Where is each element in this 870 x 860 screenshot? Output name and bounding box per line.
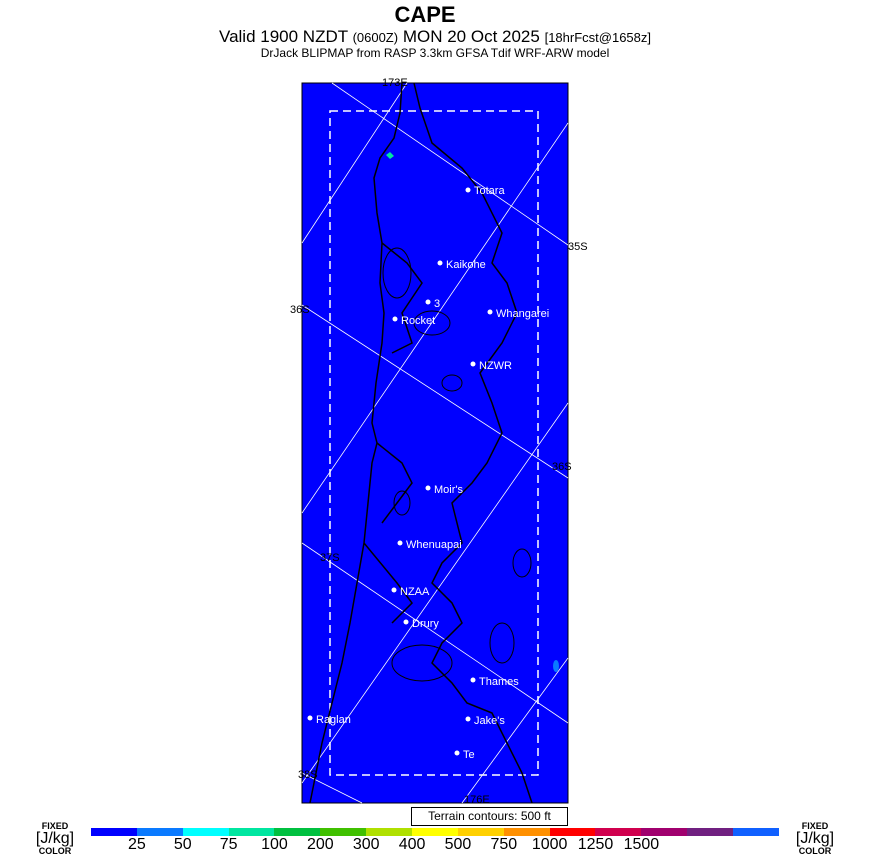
legend-unit-left-unit: [J/kg] (35, 830, 75, 847)
place-dot-rocket (393, 317, 398, 322)
place-label-3: 3 (434, 298, 441, 310)
place-label-nzaa: NZAA (400, 586, 430, 598)
legend-swatch (137, 828, 183, 836)
legend-swatch (504, 828, 550, 836)
legend-tick-label: 1000 (531, 836, 568, 853)
map-background (302, 83, 568, 803)
place-label-drury: Drury (412, 618, 439, 630)
grid-label-35s: 35S (568, 241, 588, 253)
legend-tick-label: 500 (444, 836, 472, 853)
legend-unit-right-top: FIXED (801, 821, 829, 831)
place-dot-whangarei (488, 310, 493, 315)
valid-time (0, 27, 870, 47)
chart-title: CAPE (394, 2, 456, 27)
legend-unit-right-unit: [J/kg] (795, 830, 835, 847)
legend-swatch (550, 828, 596, 836)
place-label-whangarei: Whangarei (496, 308, 550, 320)
place-label-rocket: Rocket (401, 315, 436, 327)
place-dot-moirs (426, 486, 431, 491)
legend-unit-right-bottom: COLOR (798, 846, 832, 856)
legend-tick-label: 200 (306, 836, 334, 853)
place-dot-nzwr (471, 362, 476, 367)
place-label-nzwr: NZWR (479, 360, 512, 372)
legend-unit-left (30, 822, 80, 856)
legend-tick-label: 50 (173, 836, 192, 853)
legend-swatch (458, 828, 504, 836)
legend-unit-left-top: FIXED (41, 821, 69, 831)
grid-label-36s-b: 36S (552, 461, 572, 473)
forecast-info: [18hrFcst@1658z] (544, 30, 651, 45)
place-dot-nzaa (392, 588, 397, 593)
place-label-kaikohe: Kaikohe (446, 259, 486, 271)
place-label-moirs: Moir's (434, 484, 463, 496)
legend-swatch (641, 828, 687, 836)
place-dot-3 (426, 300, 431, 305)
map-panel (290, 77, 588, 806)
grid-label-36s-a: 36S (290, 304, 310, 316)
place-label-raglan: Raglan (316, 714, 351, 726)
place-dot-raglan (308, 716, 313, 721)
legend-swatch (229, 828, 275, 836)
legend-tick-label: 75 (219, 836, 238, 853)
place-label-jakes: Jake's (474, 715, 505, 727)
grid-label-38s: 38S (298, 769, 318, 781)
legend-swatch (320, 828, 366, 836)
cape-patch-east (553, 660, 559, 672)
place-dot-totara (466, 188, 471, 193)
legend-unit-left-bottom: COLOR (38, 846, 72, 856)
color-legend-ticks (91, 836, 779, 858)
legend-tick-label: 1250 (577, 836, 614, 853)
legend-swatch (274, 828, 320, 836)
valid-time-zulu: (0600Z) (352, 30, 399, 45)
legend-swatch (366, 828, 412, 836)
legend-tick-label: 300 (352, 836, 380, 853)
legend-tick-label: 1500 (623, 836, 660, 853)
valid-date: MON 20 Oct 2025 (402, 27, 540, 46)
place-label-thames: Thames (479, 676, 519, 688)
place-label-whenuapai: Whenuapai (406, 539, 462, 551)
legend-tick-label: 750 (490, 836, 518, 853)
legend-swatch (687, 828, 733, 836)
grid-label-173e: 173E (382, 77, 408, 89)
model-credit: DrJack BLIPMAP from RASP 3.3km GFSA Tdif WRF-ARW model (260, 46, 610, 60)
legend-swatch (183, 828, 229, 836)
legend-unit-right (790, 822, 840, 856)
map-canvas (290, 77, 588, 806)
terrain-contours-note: Terrain contours: 500 ft (411, 807, 568, 826)
grid-label-176e: 176E (464, 794, 490, 806)
place-dot-kaikohe (438, 261, 443, 266)
place-dot-thames (471, 678, 476, 683)
place-dot-te (455, 751, 460, 756)
legend-tick-label: 100 (261, 836, 288, 853)
place-dot-jakes (466, 717, 471, 722)
grid-label-37s: 37S (320, 552, 340, 564)
place-dot-drury (404, 620, 409, 625)
legend-swatch (595, 828, 641, 836)
color-legend-bar (91, 828, 779, 836)
legend-tick-label: 25 (127, 836, 146, 853)
valid-time-main: Valid 1900 NZDT (219, 27, 348, 46)
place-dot-whenuapai (398, 541, 403, 546)
legend-swatch (733, 828, 779, 836)
legend-swatch (91, 828, 137, 836)
legend-swatch (412, 828, 458, 836)
legend-tick-label: 400 (398, 836, 426, 853)
place-label-te: Te (463, 749, 475, 761)
place-label-totara: Totara (474, 185, 505, 197)
